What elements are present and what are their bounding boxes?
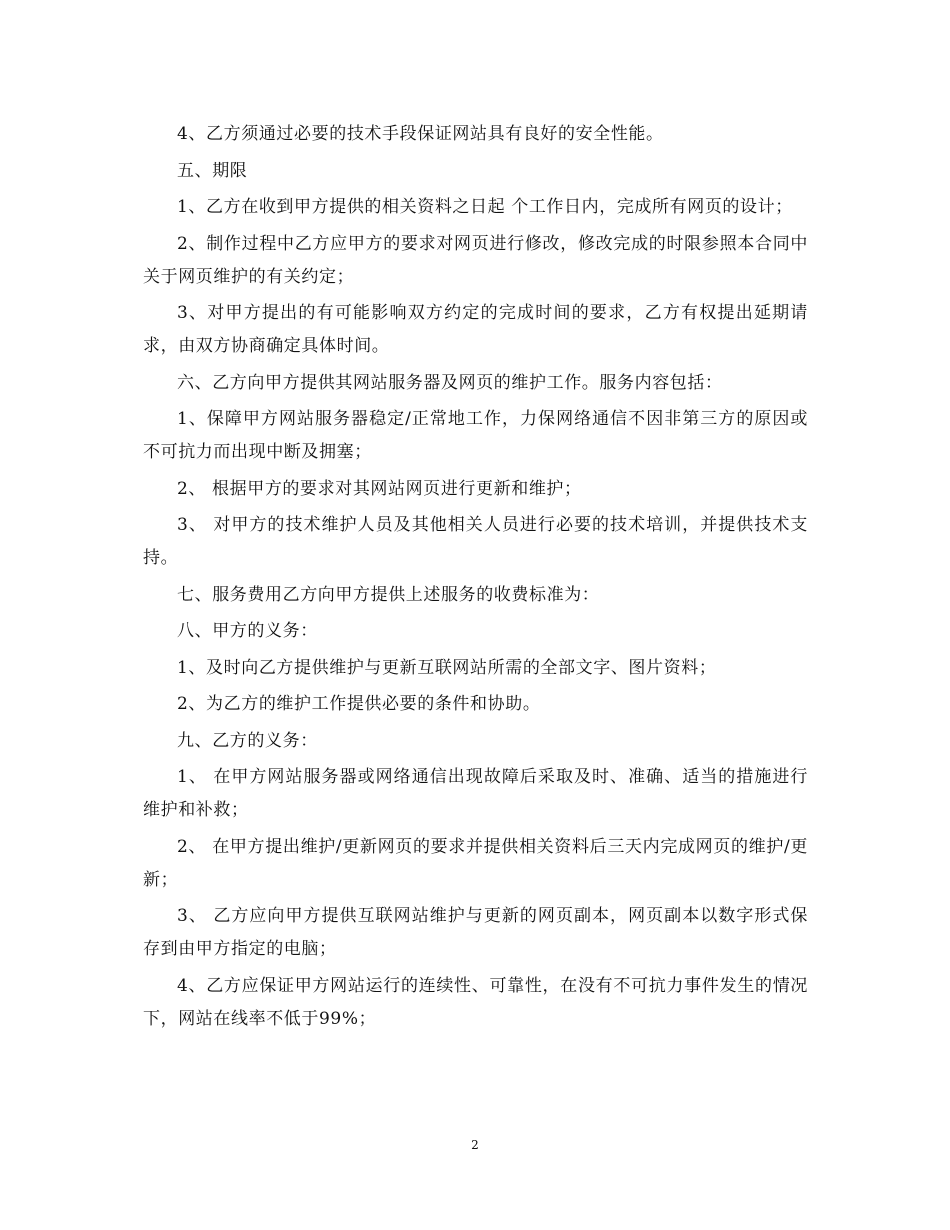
clause-5-2: 2、制作过程中乙方应甲方的要求对网页进行修改，修改完成的时限参照本合同中关于网页维护的有关约定； xyxy=(143,233,808,287)
clause-9-1: 1、 在甲方网站服务器或网络通信出现故障后采取及时、准确、适当的措施进行维护和补救； xyxy=(143,767,808,820)
clause-6-3: 3、 对甲方的技术维护人员及其他相关人员进行必要的技术培训，并提供技术支持。 xyxy=(143,515,808,568)
clause-5-3: 3、对甲方提出的有可能影响双方约定的完成时间的要求，乙方有权提出延期请求，由双方协商确定具体时间。 xyxy=(143,303,808,356)
clause-6-2: 2、 根据甲方的要求对其网站网页进行更新和维护； xyxy=(177,478,582,499)
document-body xyxy=(143,118,808,1039)
clause-9-2: 2、 在甲方提出维护/更新网页的要求并提供相关资料后三天内完成网页的维护/更新； xyxy=(143,836,808,890)
clause-8-1: 1、及时向乙方提供维护与更新互联网站所需的全部文字、图片资料； xyxy=(177,657,717,678)
clause-9-3: 3、 乙方应向甲方提供互联网站维护与更新的网页副本，网页副本以数字形式保存到由甲方指定的电脑； xyxy=(143,906,808,959)
section-7-heading: 七、服务费用乙方向甲方提供上述服务的收费标准为： xyxy=(177,584,600,605)
clause-9-4: 4、乙方应保证甲方网站运行的连续性、可靠性，在没有不可抗力事件发生的情况下，网站在线率不低于99%； xyxy=(143,975,808,1029)
clause-5-1: 1、乙方在收到甲方提供的相关资料之日起 个工作日内，完成所有网页的设计； xyxy=(177,197,793,217)
clause-8-2: 2、为乙方的维护工作提供必要的条件和协助。 xyxy=(177,694,541,714)
page-number: 2 xyxy=(471,1138,479,1152)
section-5-heading: 五、期限 xyxy=(177,160,248,181)
clause-4-security: 4、乙方须通过必要的技术手段保证网站具有良好的安全性能。 xyxy=(177,124,664,144)
section-6-heading: 六、乙方向甲方提供其网站服务器及网页的维护工作。服务内容包括： xyxy=(177,372,723,393)
section-9-heading: 九、乙方的义务： xyxy=(177,730,318,751)
section-8-heading: 八、甲方的义务： xyxy=(177,621,318,641)
clause-6-1: 1、保障甲方网站服务器稳定/正常地工作，力保网络通信不因非第三方的原因或不可抗力而出现中断及拥塞； xyxy=(143,409,808,462)
